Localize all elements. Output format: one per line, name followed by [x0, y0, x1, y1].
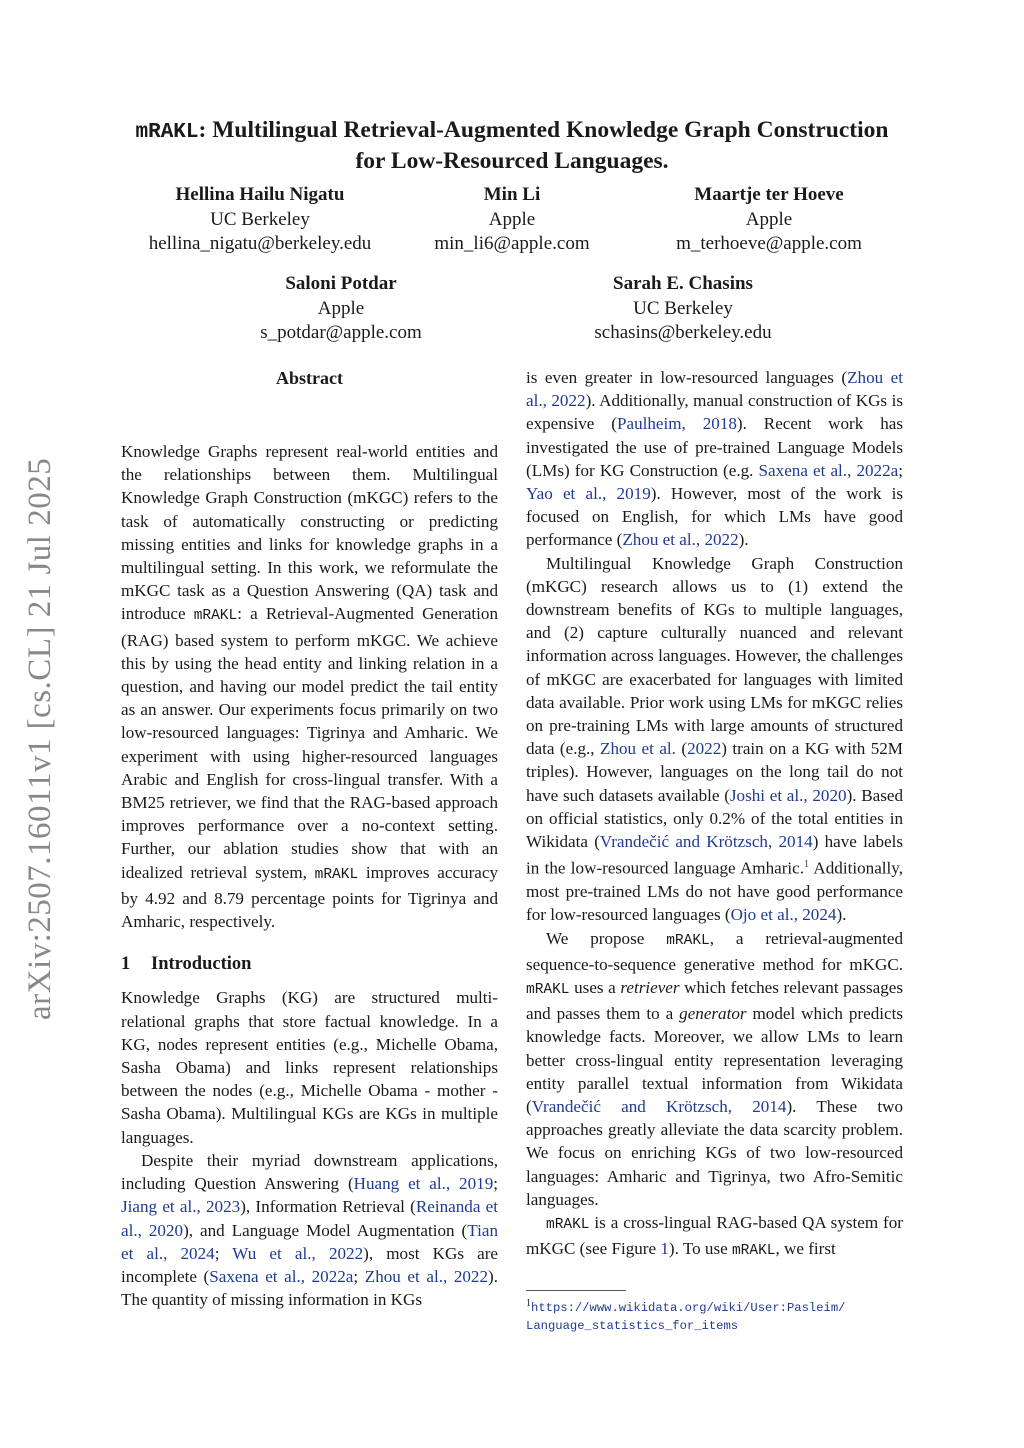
citation-link[interactable]: Tian et al., 2024 [121, 1220, 498, 1263]
right-paragraph-2: Multilingual Knowledge Graph Construction (mKGC) research allows us to (1) extend the downstream benefits of KGs to multiple languages, and (2) capture culturally nuanced and relevant information across languages. However, the challenges of mKGC are exacerbated for languages with limited data available. Prior work using LMs for mKGC relies on pre-training LMs with large amounts of structured data (e.g., Zhou et al. (2022) train on a KG with 52M triples). However, languages on the long tail do not have such datasets available (Joshi et al., 2020). Based on official statistics, only 0.2% of the total entities in Wikidata (Vrandečić and Krötzsch, 2014) have labels in the low-resourced language Amharic.$^1$ Additionally, most pre-trained LMs do not have good performance for low-resourced languages (Ojo et al., 2024). [526, 553, 904, 925]
author-email[interactable]: schasins@berkeley.edu [594, 322, 772, 343]
author-name: Min Li [483, 184, 541, 205]
right-paragraph-4: mRAKL is a cross-lingual RAG-based QA system for mKGC (see Figure 1). To use mRAKL, we first [526, 1213, 903, 1260]
system-name: mRAKL [526, 981, 570, 998]
intro-paragraph-2: Despite their myriad downstream applications, including Question Answering (Huang et al., 2019; Jiang et al., 2023), Information Retrieval (Reinanda et al., 2020), and Language Model Augmentation (Tian et al., 2024; Wu et al., 2022), most KGs are incomplete (Saxena et al., 2022a; Zhou et al., 2022). The quantity of missing information in KGs [121, 1150, 498, 1310]
system-name: mRAKL [546, 1217, 590, 1233]
citation-link[interactable]: Vrandečić and Krötzsch, 2014 [599, 832, 813, 852]
author-email[interactable]: hellina_nigatu@berkeley.edu [148, 233, 372, 254]
arxiv-identifier: arXiv:2507.16011v1 [cs.CL] 21 Jul 2025 [22, 457, 58, 1020]
citation-link[interactable]: Paulheim, 2018 [616, 414, 737, 434]
citation-link[interactable]: Joshi et al., 2020 [729, 785, 847, 805]
author-affiliation: Apple [488, 208, 536, 230]
system-name: mRAKL [731, 1243, 776, 1260]
citation-link[interactable]: Saxena et al., 2022a [209, 1266, 354, 1286]
citation-link[interactable]: Saxena et al., 2022a [758, 460, 899, 480]
title-system-name: mRAKL [135, 121, 199, 144]
citation-link[interactable]: Zhou et al. [600, 739, 676, 759]
author-block-5 [523, 272, 843, 346]
figure-reference-link[interactable]: 1 [660, 1239, 669, 1259]
footnote-mark[interactable]: 1 [804, 859, 810, 871]
system-name: mRAKL [666, 932, 710, 949]
author-affiliation: UC Berkeley [210, 208, 310, 230]
author-name: Maartje ter Hoeve [694, 184, 844, 205]
citation-link[interactable]: Zhou et al., 2022 [622, 530, 739, 550]
citation-link[interactable]: Yao et al., 2019 [526, 484, 651, 504]
footnote [526, 1295, 906, 1335]
citation-link[interactable]: Ojo et al., 2024 [730, 905, 837, 925]
author-email[interactable]: s_potdar@apple.com [260, 322, 422, 343]
author-email[interactable]: min_li6@apple.com [434, 233, 590, 254]
section-heading-introduction [121, 953, 498, 976]
system-name: mRAKL [193, 608, 238, 625]
right-column [526, 366, 903, 1263]
section-number: 1 [121, 954, 131, 975]
author-name: Sarah E. Chasins [613, 273, 753, 294]
citation-link[interactable]: Wu et al., 2022 [232, 1243, 364, 1263]
footnote-number: 1 [526, 1298, 531, 1309]
citation-link[interactable]: Vrandečić and Krötzsch, 2014 [531, 1096, 787, 1116]
system-name: mRAKL [314, 866, 359, 883]
footnote-url-line-1[interactable]: https://www.wikidata.org/wiki/User:Pasleim/ [531, 1301, 846, 1316]
section-title: Introduction [151, 954, 252, 975]
author-block-3 [609, 183, 929, 257]
left-column [121, 366, 498, 1311]
abstract-heading: Abstract [276, 368, 343, 388]
author-affiliation: Apple [745, 208, 793, 230]
intro-paragraph-1: Knowledge Graphs (KG) are structured multi-relational graphs that store factual knowledge. In a KG, nodes represent entities (e.g., Michelle Obama, Sasha Obama) and links represent relationships between the nodes (e.g., Michelle Obama - mother - Sasha Obama). Multilingual KGs are KGs in multiple languages. [121, 988, 498, 1147]
citation-link[interactable]: Jiang et al., 2023 [121, 1197, 241, 1217]
citation-link[interactable]: Reinanda et al., 2020 [121, 1197, 498, 1240]
citation-link[interactable]: Zhou et al., 2022 [364, 1266, 489, 1286]
author-name: Hellina Hailu Nigatu [175, 184, 345, 205]
author-name: Saloni Potdar [285, 273, 397, 294]
abstract-text: Knowledge Graphs represent real-world entities and the relationships between them. Multilingual Knowledge Graph Construction (mKGC) refers to the task of automatically constructing or predicting missing entities and links for knowledge graphs in a multilingual setting. In this work, we reformulate the mKGC task as a Question Answering (QA) task and introduce mRAKL: a Retrieval-Augmented Generation (RAG) based system to perform mKGC. We achieve this by using the head entity and linking relation in a question, and having our model predict the tail entity as an answer. Our experiments focus primarily on two low-resourced languages: Tigrinya and Amharic. We experiment with using higher-resourced languages Arabic and English for cross-lingual transfer. With a BM25 retriever, we find that the RAG-based approach improves performance over a no-context setting. Further, our ablation studies show that with an idealized retrieval system, mRAKL improves accuracy by 4.92 and 8.79 percentage points for Tigrinya and Amharic, respectively. [121, 442, 499, 932]
author-affiliation: UC Berkeley [633, 297, 733, 319]
title-line-2: for Low-Resourced Languages. [355, 148, 669, 174]
right-paragraph-3: We propose mRAKL, a retrieval-augmented sequence-to-sequence generative method for mKGC. mRAKL uses a retriever which fetches relevant passages and passes them to a generator model which predicts knowledge facts. Moreover, we allow LMs to learn better cross-lingual entity representation leveraging entity parallel textual information from Wikidata (Vrandečić and Krötzsch, 2014). These two approaches greatly alleviate the data scarcity problem. We focus on enriching KGs of two low-resourced languages: Amharic and Tigrinya, two Afro-Semitic languages. [526, 928, 903, 1209]
author-block-4 [181, 272, 501, 346]
footnote-url-line-2[interactable]: Language_statistics_for_items [526, 1319, 739, 1334]
footnote-divider [526, 1290, 626, 1291]
author-affiliation: Apple [317, 297, 365, 319]
citation-link[interactable]: 2022 [687, 739, 722, 759]
author-email[interactable]: m_terhoeve@apple.com [676, 233, 862, 254]
title-line-1: mRAKL: Multilingual Retrieval-Augmented Knowledge Graph Construction [135, 117, 889, 144]
citation-link[interactable]: Huang et al., 2019 [353, 1174, 494, 1194]
right-paragraph-1: is even greater in low-resourced languages (Zhou et al., 2022). Additionally, manual construction of KGs is expensive (Paulheim, 2018). Recent work has investigated the use of pre-trained Language Models (LMs) for KG Construction (e.g. Saxena et al., 2022a; Yao et al., 2019). However, most of the work is focused on English, for which LMs have good performance (Zhou et al., 2022). [526, 368, 903, 550]
paper-title [100, 116, 924, 175]
citation-link[interactable]: Zhou et al., 2022 [526, 368, 903, 411]
